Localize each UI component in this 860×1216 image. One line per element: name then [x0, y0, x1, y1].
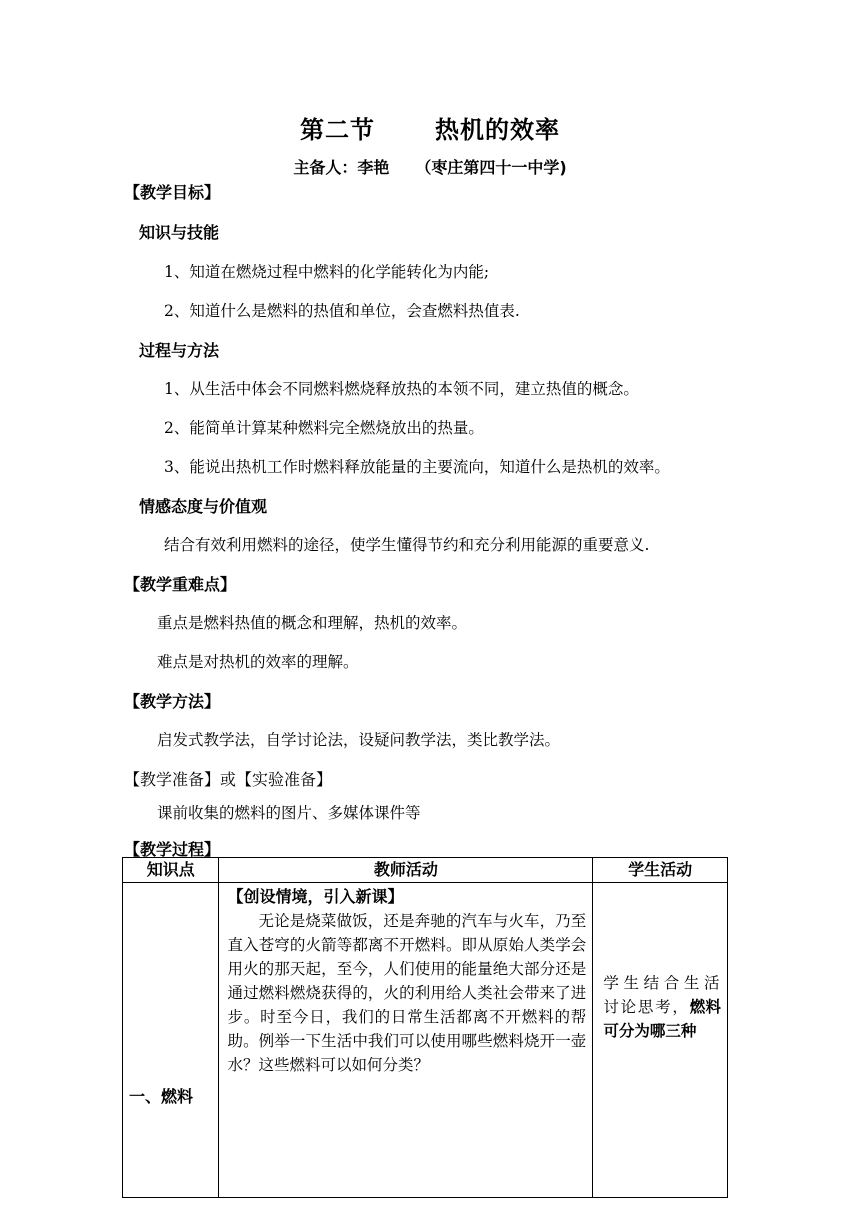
key-point-2: 难点是对热机的效率的理解。 [157, 653, 359, 671]
preparation-text: 课前收集的燃料的图片、多媒体课件等 [157, 804, 421, 822]
title-topic: 热机的效率 [435, 116, 560, 144]
attitude-heading: 情感态度与价值观 [139, 497, 268, 516]
methods-text: 启发式教学法，自学讨论法，设疑问教学法，类比教学法。 [157, 731, 561, 749]
methods-heading: 【教学方法】 [124, 692, 221, 711]
attitude-text: 结合有效利用燃料的途径，使学生懂得节约和充分利用能源的重要意义. [164, 536, 650, 554]
student-text: 学生结合生活讨论思考， [603, 974, 721, 1016]
process-item-3: 3、能说出热机工作时燃料释放能量的主要流向，知道什么是热机的效率。 [164, 458, 670, 476]
knowledge-heading: 知识与技能 [139, 223, 220, 242]
table-header-row [123, 858, 728, 883]
page-title [0, 110, 860, 145]
column-header-knowledge: 知识点 [123, 858, 219, 883]
teacher-activity-cell [219, 883, 593, 1198]
key-points-heading: 【教学重难点】 [124, 575, 237, 594]
procedure-table [122, 857, 728, 1198]
school: （枣庄第四十一中学) [415, 158, 567, 177]
column-header-teacher: 教师活动 [219, 858, 593, 883]
preparer: 主备人：李艳 [293, 158, 390, 177]
subtitle [0, 155, 860, 178]
table-row [123, 883, 728, 1198]
process-heading: 过程与方法 [139, 341, 220, 360]
knowledge-point-cell [123, 883, 219, 1198]
procedure-heading: 【教学过程】 [124, 840, 221, 859]
student-bold-text: 燃料可分为哪三种 [603, 998, 721, 1040]
objectives-heading: 【教学目标】 [124, 183, 221, 202]
column-header-student: 学生活动 [593, 858, 728, 883]
process-item-1: 1、从生活中体会不同燃料燃烧释放热的本领不同，建立热值的概念。 [164, 380, 639, 398]
knowledge-item-1: 1、知道在燃烧过程中燃料的化学能转化为内能; [164, 263, 490, 281]
process-item-2: 2、能简单计算某种燃料完全燃烧放出的热量。 [164, 419, 484, 437]
teacher-lead: 【创设情境，引入新课】 [227, 887, 404, 906]
title-section: 第二节 [300, 116, 375, 144]
knowledge-point: 一、燃料 [129, 1087, 194, 1106]
preparation-heading: 【教学准备】或【实验准备】 [124, 770, 333, 789]
knowledge-item-2: 2、知道什么是燃料的热值和单位，会查燃料热值表. [164, 302, 520, 320]
student-activity-cell [593, 883, 728, 1198]
teacher-text: 无论是烧菜做饭，还是奔驰的汽车与火车，乃至直入苍穹的火箭等都离不开燃料。即从原始人类学会用火的那天起，至今，人们使用的能量绝大部分还是通过燃料燃烧获得的，火的利用给人类社会带来了进步。时至今日，我们的日常生活都离不开燃料的帮助。例举一下生活中我们可以使用哪些燃料烧开一壶水？这些燃料可以如何分类？ [227, 912, 587, 1074]
key-point-1: 重点是燃料热值的概念和理解，热机的效率。 [157, 614, 468, 632]
